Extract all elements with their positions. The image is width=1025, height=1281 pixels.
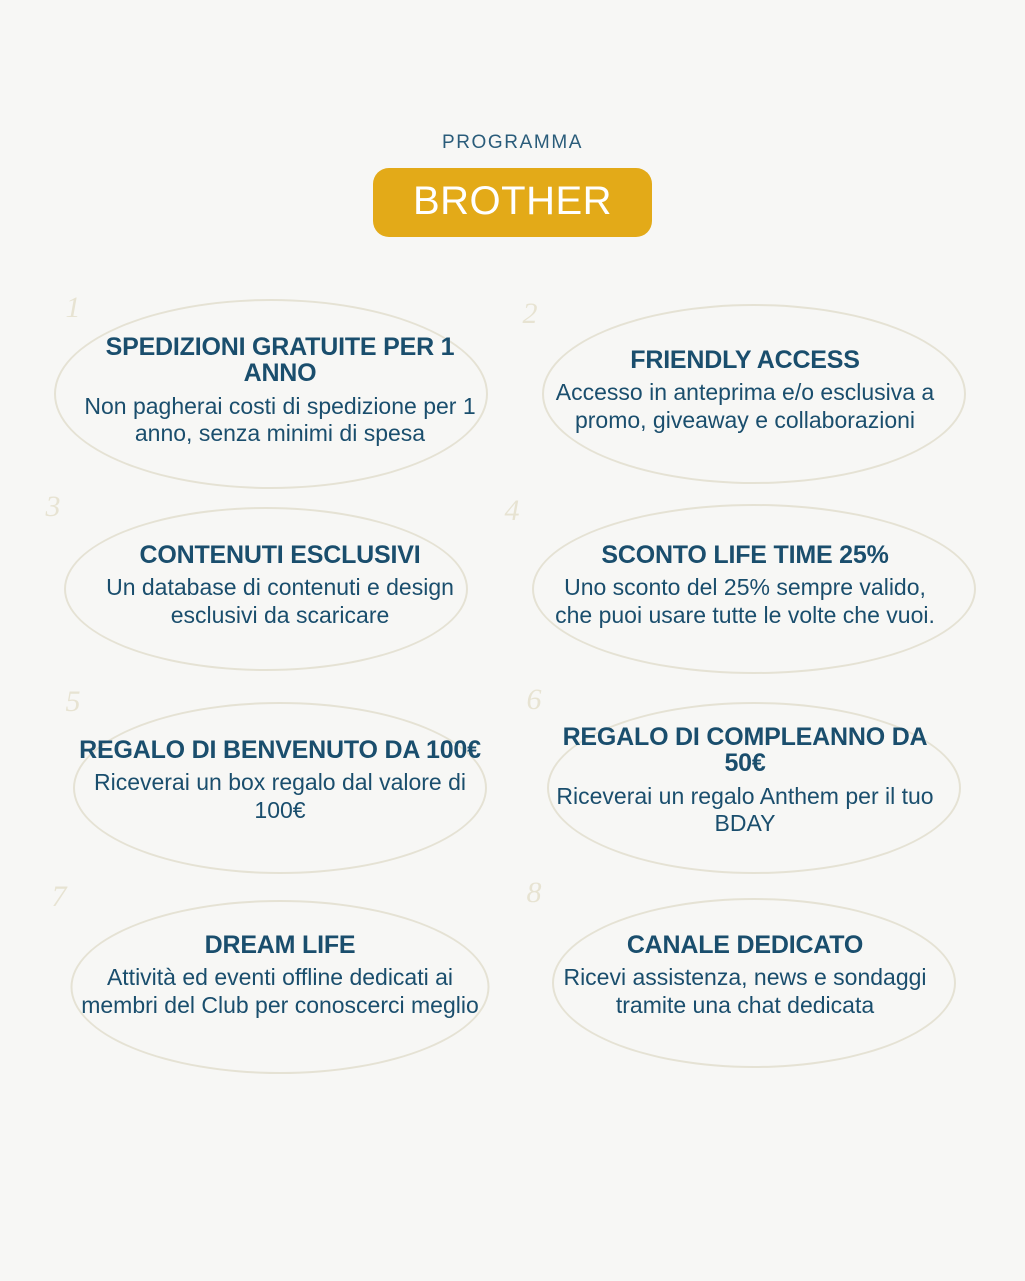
benefit-title-6: REGALO DI COMPLEANNO DA 50€ [562, 722, 928, 777]
benefit-number-1: 1 [65, 291, 81, 324]
benefit-description-3: Un database di contenuti e design esclusivi da scaricare [106, 574, 454, 628]
benefit-content-4 [513, 542, 978, 630]
benefit-content-2 [513, 347, 978, 435]
benefit-content-6 [513, 723, 978, 837]
benefit-number-6: 6 [526, 683, 542, 716]
benefits-row-2 [45, 488, 978, 683]
benefits-row-4 [48, 878, 978, 1073]
benefit-card-5 [48, 683, 513, 878]
page-header [0, 0, 1025, 237]
benefit-title-5: REGALO DI BENVENUTO DA 100€ [79, 735, 481, 764]
benefit-description-5: Riceverai un box regalo dal valore di 100€ [93, 769, 467, 823]
benefit-description-2: Accesso in anteprima e/o esclusiva a promo, giveaway e collaborazioni [555, 379, 935, 433]
benefit-title-2: FRIENDLY ACCESS [630, 345, 860, 374]
benefit-content-1 [48, 333, 513, 447]
benefit-description-7: Attività ed eventi offline dedicati ai membri del Club per conoscerci meglio [81, 964, 479, 1018]
benefit-content-7 [48, 932, 513, 1020]
benefit-card-1 [48, 293, 513, 488]
benefit-card-3 [45, 488, 513, 683]
benefit-card-6 [513, 683, 978, 878]
benefit-content-3 [48, 542, 513, 630]
benefit-title-1: SPEDIZIONI GRATUITE PER 1 ANNO [105, 332, 455, 387]
benefit-description-4: Uno sconto del 25% sempre valido, che puoi usare tutte le volte che vuoi. [555, 574, 935, 628]
benefit-description-6: Riceverai un regalo Anthem per il tuo BDAY [556, 782, 934, 836]
benefits-row-1 [48, 293, 978, 488]
benefits-row-3 [48, 683, 978, 878]
benefit-card-7 [48, 878, 513, 1073]
benefit-card-4 [504, 488, 978, 683]
benefit-card-8 [513, 878, 978, 1073]
benefit-content-5 [48, 737, 513, 825]
benefit-number-4: 4 [504, 494, 520, 527]
benefit-description-8: Ricevi assistenza, news e sondaggi tramite una chat dedicata [563, 964, 927, 1018]
benefit-number-7: 7 [51, 880, 67, 913]
benefit-number-2: 2 [522, 297, 538, 330]
program-name-badge: BROTHER [373, 168, 652, 237]
benefit-number-3: 3 [45, 490, 61, 523]
benefit-content-8 [513, 932, 978, 1020]
benefits-grid [45, 237, 978, 1073]
benefit-number-5: 5 [65, 685, 81, 718]
program-kicker: PROGRAMMA [441, 132, 584, 153]
benefit-title-3: CONTENUTI ESCLUSIVI [139, 540, 421, 569]
benefit-title-7: DREAM LIFE [204, 930, 356, 959]
benefit-title-4: SCONTO LIFE TIME 25% [601, 540, 889, 569]
benefit-card-2 [513, 293, 978, 488]
benefit-title-8: CANALE DEDICATO [626, 930, 864, 959]
benefit-description-1: Non pagherai costi di spedizione per 1 anno, senza minimi di spesa [84, 392, 476, 446]
benefit-number-8: 8 [526, 876, 542, 909]
